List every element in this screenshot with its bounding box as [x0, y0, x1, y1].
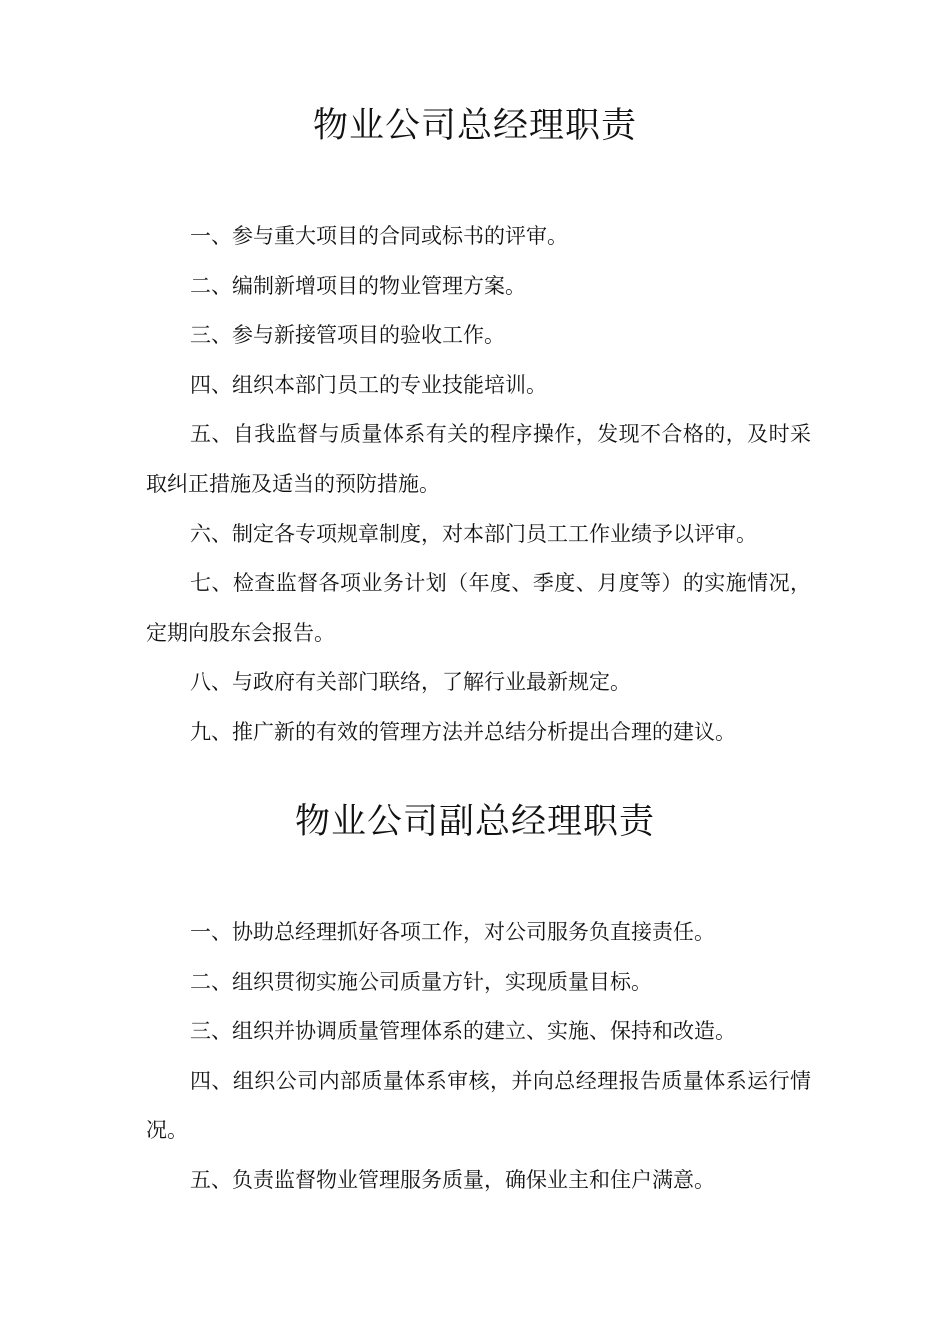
duty-clause: 一、协助总经理抓好各项工作，对公司服务负直接责任。 [190, 920, 715, 944]
duty-clause: 六、制定各专项规章制度，对本部门员工工作业绩予以评审。 [190, 521, 757, 546]
section-title-general-manager: 物业公司总经理职责 [312, 106, 637, 146]
duty-clause: 四、组织公司内部质量体系审核，并向总经理报告质量体系运行情况。 [146, 1068, 811, 1143]
duty-clause: 二、组织贯彻实施公司质量方针，实现质量目标。 [190, 969, 652, 994]
general-manager-duties-list [146, 212, 811, 758]
duty-clause: 九、推广新的有效的管理方法并总结分析提出合理的建议。 [190, 719, 736, 744]
duty-clause: 七、检查监督各项业务计划（年度、季度、月度等）的实施情况，定期向股东会报告。 [146, 571, 811, 645]
section-title-deputy-general-manager: 物业公司副总经理职责 [294, 802, 655, 842]
duty-clause: 四、组织本部门员工的专业技能培训。 [190, 372, 547, 397]
duty-clause: 五、自我监督与质量体系有关的程序操作，发现不合格的，及时采取纠正措施及适当的预防措施。 [146, 422, 811, 496]
duty-clause: 三、参与新接管项目的验收工作。 [190, 323, 505, 348]
duty-clause: 三、组织并协调质量管理体系的建立、实施、保持和改造。 [190, 1019, 736, 1044]
deputy-general-manager-duties-list [146, 908, 811, 1206]
duty-clause: 二、编制新增项目的物业管理方案。 [190, 273, 526, 298]
duty-clause: 一、参与重大项目的合同或标书的评审。 [190, 224, 568, 248]
duty-clause: 五、负责监督物业管理服务质量，确保业主和住户满意。 [190, 1167, 715, 1192]
duty-clause: 八、与政府有关部门联络，了解行业最新规定。 [190, 670, 631, 695]
